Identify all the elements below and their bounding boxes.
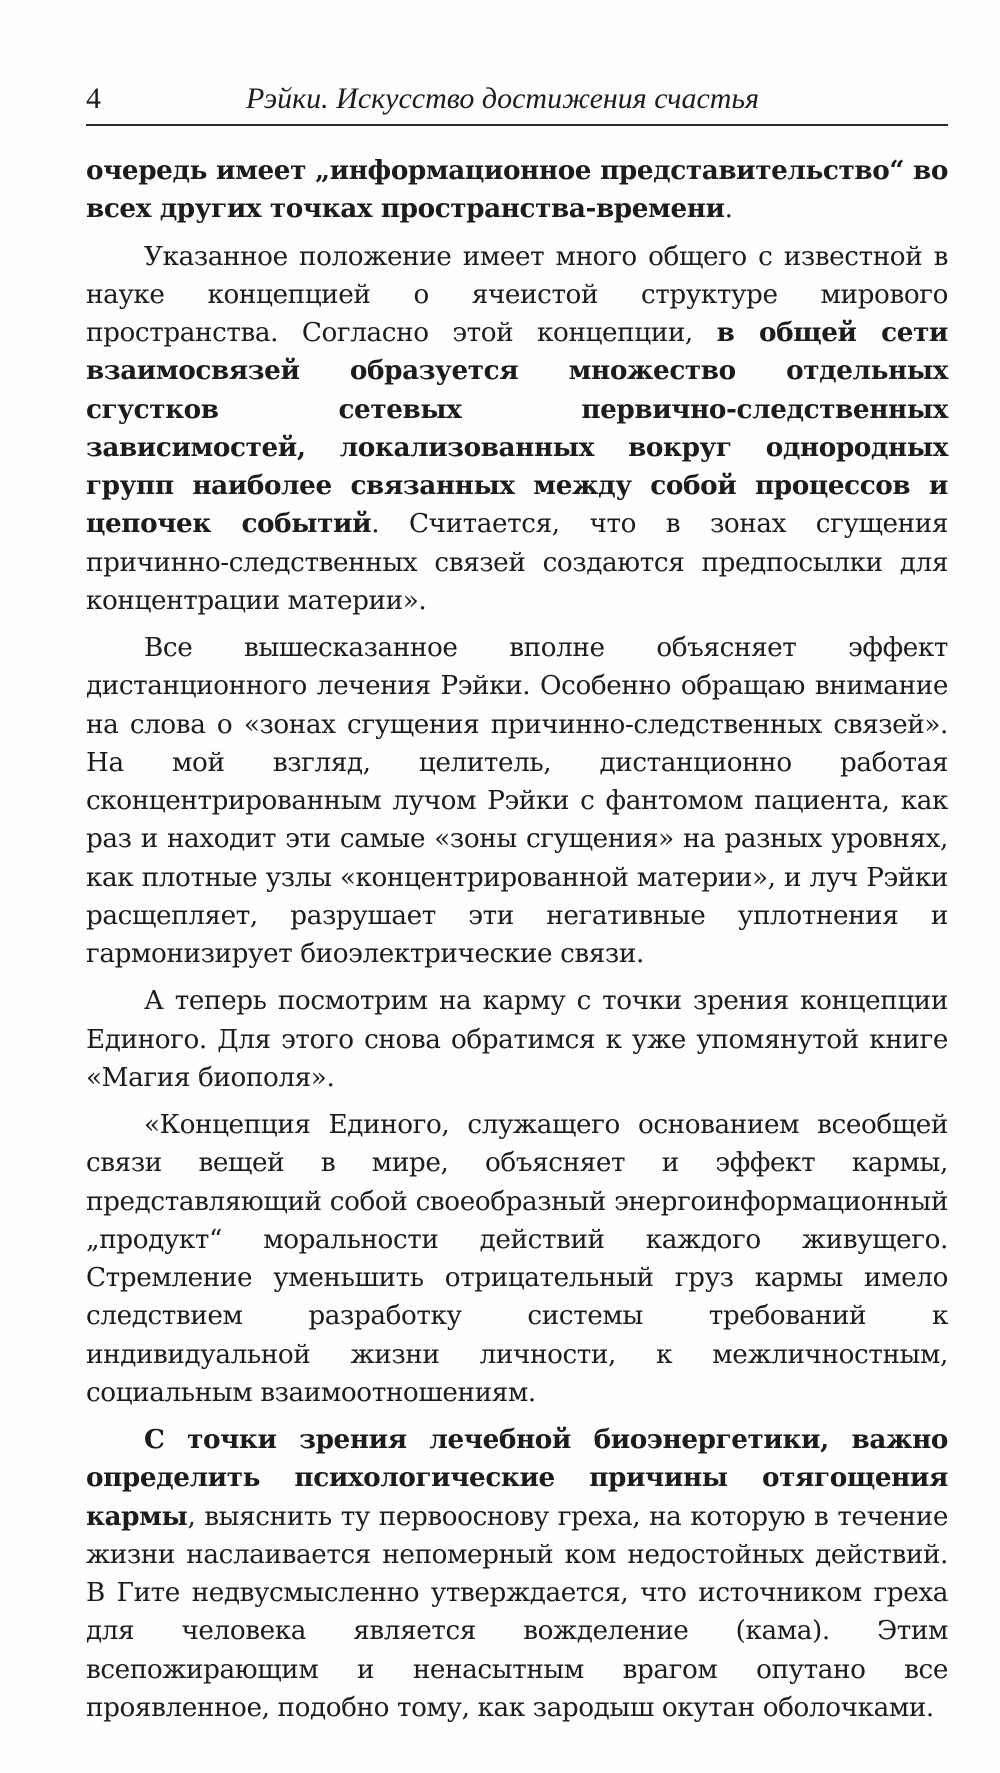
text-span: А теперь посмотрим на карму с точки зрения концепции Единого. Для этого снова обратимся к уже упомянутой книге «Магия биополя». [86, 986, 948, 1093]
page-number: 4 [86, 82, 101, 115]
running-title: Рэйки. Искусство достижения счастья [246, 82, 760, 115]
page-header [86, 78, 948, 126]
paragraph-karma-quote [86, 1106, 948, 1412]
text-span: «Концепция Единого, служащего основанием всеобщей связи вещей в мире, объясняет и эффект кармы, представляющий собой своеобразный энергоинформационный „продукт“ моральности действий каждого живущего. Стремление уменьшить отрицательный груз кармы имело следствием разработку системы требований к индивидуальной жизни личности, к межличностным, социальным взаимоотношениям. [86, 1110, 948, 1408]
text-span: , выяснить ту первооснову греха, на которую в течение жизни наслаивается непомерный ком недостойных действий. В Гите недвусмысленно утверждается, что источником греха для человека является вожделение (кама). Этим всепожирающим и ненасытным врагом опутано все проявленное, подобно тому, как зародыш окутан оболочками. [86, 1501, 948, 1723]
bold-span: очередь имеет „информационное представительство“ во всех других точках пространства-времени [86, 155, 948, 225]
text-span: Все вышесказанное вполне объясняет эффект дистанционного лечения Рэйки. Особенно обращаю внимание на слова о «зонах сгущения причинно-следственных связей». На мой взгляд, целитель, дистанционно работая сконцентрированным лучом Рэйки с фантомом пациента, как раз и находит эти самые «зоны сгущения» на разных уровнях, как плотные узлы «концентрированной материи», и луч Рэйки расщепляет, разрушает эти негативные уплотнения и гармонизирует биоэлектрические связи. [86, 633, 948, 969]
text-span: Указанное положение имеет много общего с известной в науке концепцией о ячеистой структуре мирового пространства. Согласно этой концепции, [86, 241, 948, 348]
text-span: . [724, 194, 733, 225]
paragraph-distance-healing [86, 629, 948, 973]
paragraph-bioenergetics [86, 1421, 948, 1727]
bold-span: в общей сети взаимосвязей образуется множество отдельных сгустков сетевых первично-следственных зависимостей, локализованных вокруг однородных групп наиболее связанных между собой процессов и цепочек событий [86, 317, 948, 540]
bold-span: С точки зрения лечебной биоэнергетики, важно определить психологические причины отягощения кармы [86, 1424, 948, 1532]
paragraph-karma-intro [86, 982, 948, 1097]
paragraph-cellular-structure [86, 238, 948, 621]
paragraph-continuation [86, 152, 948, 229]
body-text [86, 152, 948, 1727]
text-span: . Считается, что в зонах сгущения причинно-следственных связей создаются предпосылки для концентрации материи». [86, 509, 948, 616]
